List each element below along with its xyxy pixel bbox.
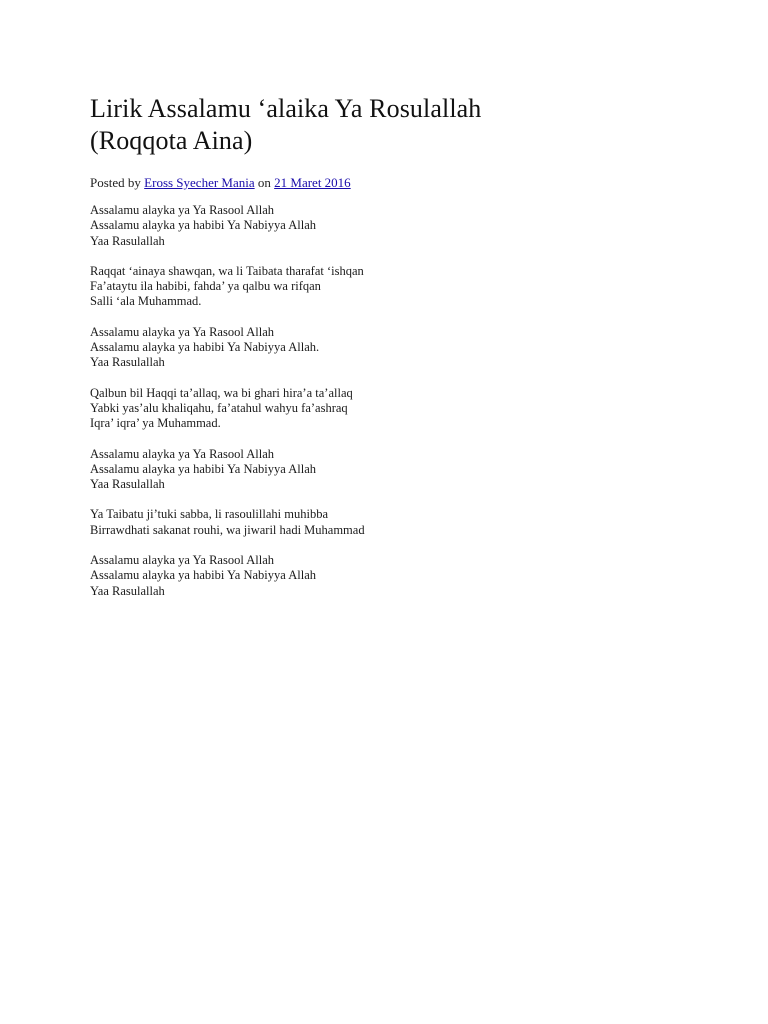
lyric-line: Assalamu alayka ya Ya Rasool Allah [90,553,275,568]
lyric-line: Assalamu alayka ya habibi Ya Nabiyya Allah [90,461,316,476]
stanza [90,447,710,493]
lyric-line: Yabki yas’alu khaliqahu, fa’atahul wahyu fa’ashraq [90,400,348,415]
article [90,93,710,614]
lyric-line: Ya Taibatu ji’tuki sabba, li rasoulillahi muhibba [90,507,328,522]
article-title [90,93,710,157]
stanza [90,507,710,538]
lyric-line: Raqqat ‘ainaya shawqan, wa li Taibata tharafat ‘ishqan [90,263,364,278]
author-link[interactable]: Eross Syecher Mania [144,175,255,190]
on-label: on [257,175,271,190]
stanza [90,386,710,432]
lyric-line: Assalamu alayka ya habibi Ya Nabiyya Allah. [90,340,320,355]
lyric-line: Assalamu alayka ya Ya Rasool Allah [90,324,275,339]
lyric-line: Assalamu alayka ya habibi Ya Nabiyya Allah [90,218,316,233]
date-link[interactable]: 21 Maret 2016 [274,175,351,190]
lyric-line: Assalamu alayka ya Ya Rasool Allah [90,446,275,461]
stanza [90,203,710,249]
stanza [90,325,710,371]
lyric-line: Yaa Rasulallah [90,477,165,492]
lyric-line: Salli ‘ala Muhammad. [90,294,202,309]
stanza [90,553,710,599]
posted-by-label: Posted by [90,175,141,190]
lyric-line: Yaa Rasulallah [90,233,165,248]
article-title-line-1: Lirik Assalamu ‘alaika Ya Rosulallah [90,94,482,123]
lyrics-body [90,203,710,599]
lyric-line: Iqra’ iqra’ ya Muhammad. [90,416,221,431]
stanza [90,264,710,310]
lyric-line: Yaa Rasulallah [90,583,165,598]
lyric-line: Assalamu alayka ya Ya Rasool Allah [90,203,275,217]
lyric-line: Fa’ataytu ila habibi, fahda’ ya qalbu wa rifqan [90,279,321,294]
article-title-line-2: (Roqqota Aina) [90,126,253,155]
lyric-line: Assalamu alayka ya habibi Ya Nabiyya Allah [90,568,316,583]
post-meta [90,175,710,191]
lyric-line: Yaa Rasulallah [90,355,165,370]
lyric-line: Qalbun bil Haqqi ta’allaq, wa bi ghari hira’a ta’allaq [90,385,353,400]
lyric-line: Birrawdhati sakanat rouhi, wa jiwaril hadi Muhammad [90,522,365,537]
